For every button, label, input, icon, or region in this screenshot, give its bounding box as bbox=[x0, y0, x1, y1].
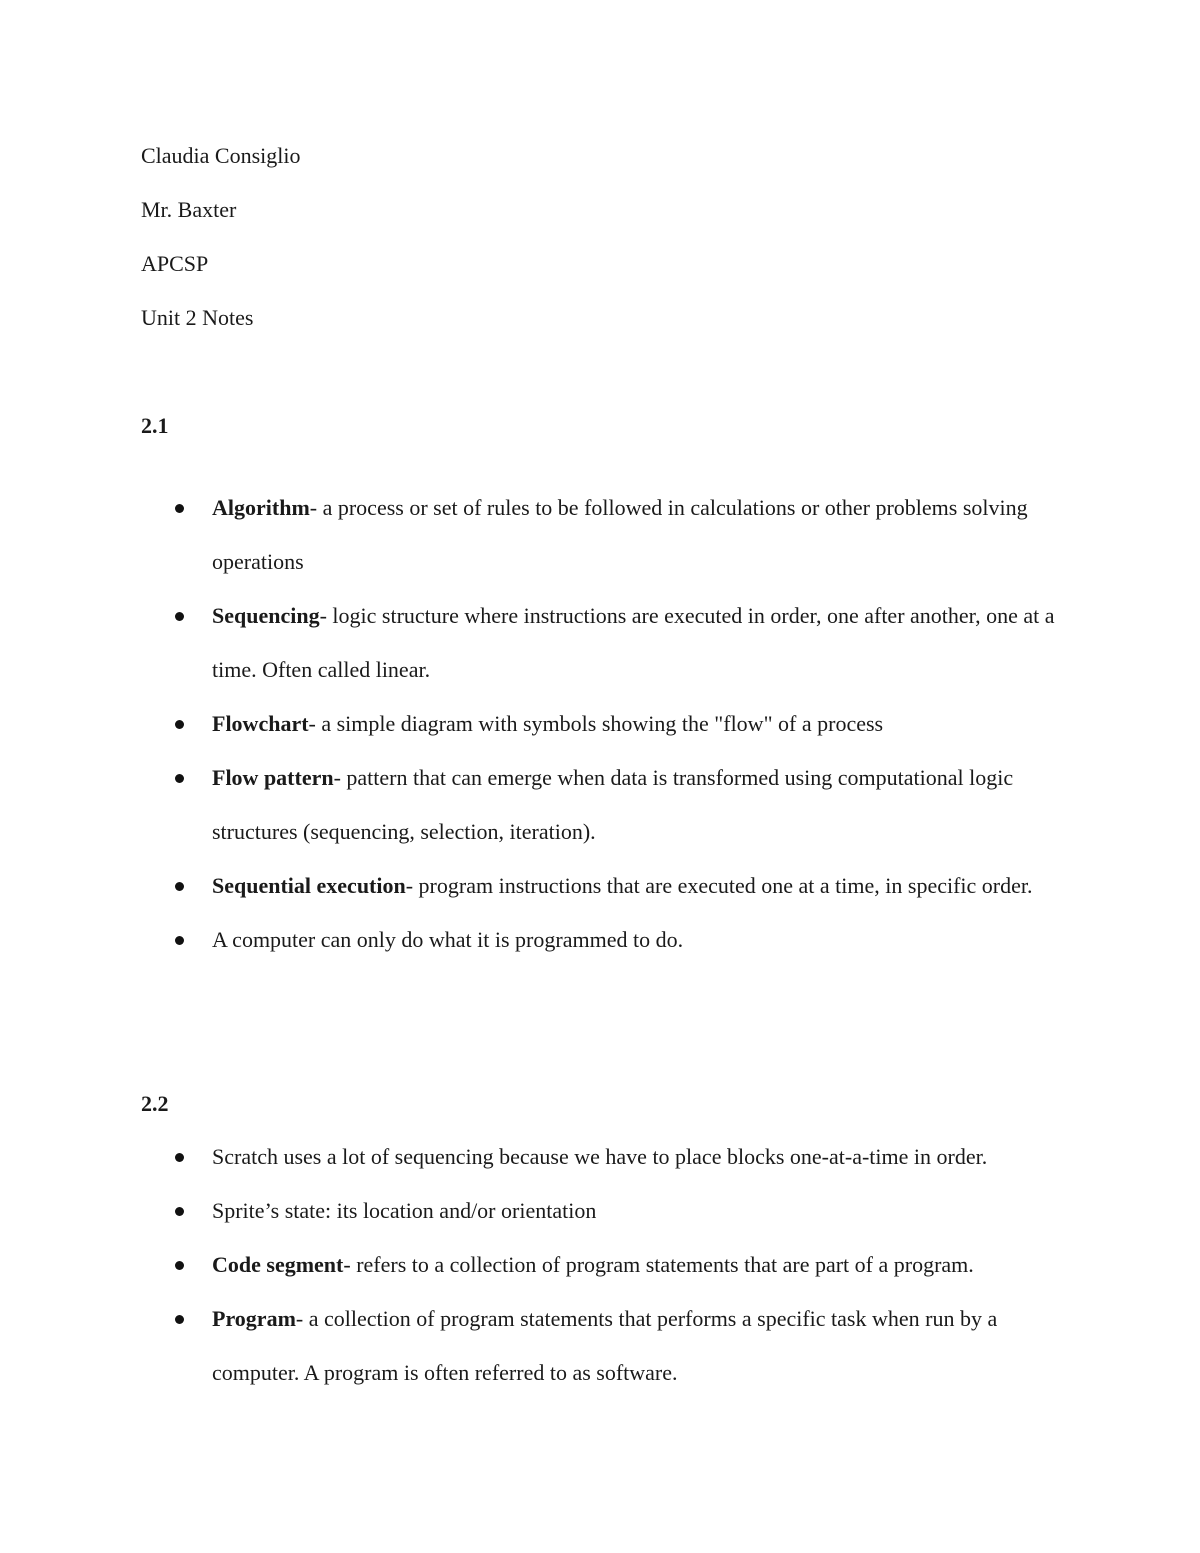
definition-text: A computer can only do what it is programmed to do. bbox=[212, 927, 684, 952]
list-item bbox=[0, 589, 1200, 697]
section-2-2-list bbox=[0, 1130, 1200, 1400]
bullet-icon bbox=[175, 882, 184, 891]
term-label: Flow pattern bbox=[212, 765, 334, 790]
bullet-icon bbox=[175, 936, 184, 945]
document-title: Unit 2 Notes bbox=[141, 305, 254, 330]
bullet-icon bbox=[175, 1153, 184, 1162]
definition-text: - program instructions that are executed one at a time, in specific order. bbox=[405, 873, 1033, 898]
term-label: Sequential execution bbox=[212, 873, 406, 898]
bullet-icon bbox=[175, 1207, 184, 1216]
list-item bbox=[0, 751, 1200, 859]
term-label: Flowchart bbox=[212, 711, 309, 736]
definition-text: - a collection of program statements that performs a specific task when run by a computer. A program is often referred to as software. bbox=[212, 1306, 998, 1385]
list-item bbox=[0, 1184, 1200, 1238]
bullet-icon bbox=[175, 612, 184, 621]
term-label: Code segment bbox=[212, 1252, 344, 1277]
definition-text: - logic structure where instructions are executed in order, one after another, one at a time. Often called linear. bbox=[212, 603, 1055, 682]
term-label: Program bbox=[212, 1306, 296, 1331]
definition-text: - a simple diagram with symbols showing the "flow" of a process bbox=[308, 711, 884, 736]
definition-text: Sprite’s state: its location and/or orientation bbox=[212, 1198, 597, 1223]
section-heading-2-2: 2.2 bbox=[141, 1091, 169, 1116]
list-item bbox=[0, 1292, 1200, 1400]
bullet-icon bbox=[175, 1315, 184, 1324]
term-label: Algorithm bbox=[212, 495, 310, 520]
teacher-name: Mr. Baxter bbox=[141, 197, 237, 222]
definition-text: Scratch uses a lot of sequencing because we have to place blocks one-at-a-time in order. bbox=[212, 1144, 988, 1169]
list-item bbox=[0, 1238, 1200, 1292]
bullet-icon bbox=[175, 720, 184, 729]
section-2-1-list bbox=[0, 481, 1200, 967]
list-item bbox=[0, 913, 1200, 967]
list-item bbox=[0, 697, 1200, 751]
student-name: Claudia Consiglio bbox=[141, 143, 301, 168]
section-heading-2-1: 2.1 bbox=[141, 413, 169, 438]
definition-text: - refers to a collection of program statements that are part of a program. bbox=[343, 1252, 974, 1277]
term-label: Sequencing bbox=[212, 603, 320, 628]
bullet-icon bbox=[175, 504, 184, 513]
course-name: APCSP bbox=[141, 251, 209, 276]
bullet-icon bbox=[175, 774, 184, 783]
list-item bbox=[0, 481, 1200, 589]
definition-text: - pattern that can emerge when data is transformed using computational logic structures (sequencing, selection, iteration). bbox=[212, 765, 1014, 844]
list-item bbox=[0, 859, 1200, 913]
bullet-icon bbox=[175, 1261, 184, 1270]
list-item bbox=[0, 1130, 1200, 1184]
definition-text: - a process or set of rules to be followed in calculations or other problems solving operations bbox=[212, 495, 1028, 574]
